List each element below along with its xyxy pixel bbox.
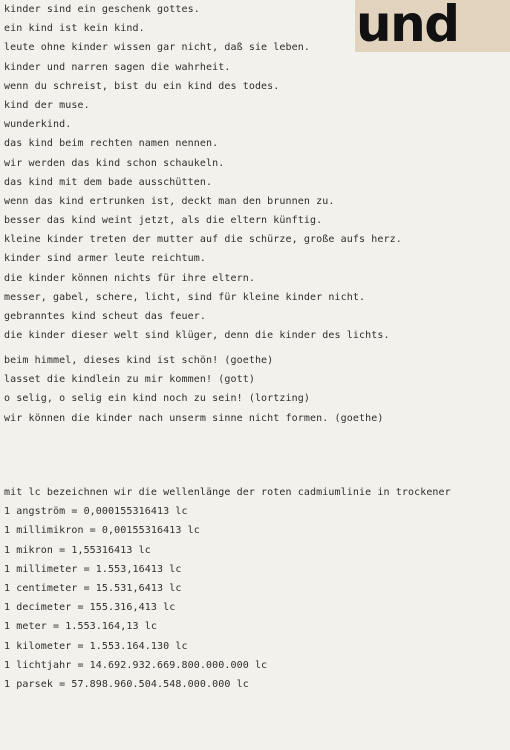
unit-line: 1 centimeter = 15.531,6413 lc [4,582,182,594]
saying-line: besser das kind weint jetzt, als die eltern künftig. [4,215,323,227]
unit-line: 1 parsek = 57.898.960.504.548.000.000 lc [4,678,249,690]
saying-line: wunderkind. [4,119,72,131]
saying-line: die kinder können nichts für ihre eltern. [4,272,255,284]
unit-line: 1 angström = 0,000155316413 lc [4,506,188,518]
unit-line: 1 meter = 1.553.164,13 lc [4,621,158,633]
unit-line: 1 millimeter = 1.553,16413 lc [4,563,182,575]
saying-line: das kind beim rechten namen nennen. [4,138,219,150]
unit-line: 1 lichtjahr = 14.692.932.669.800.000.000 lc [4,659,268,671]
quote-line: o selig, o selig ein kind noch zu sein! (lortzing) [4,393,311,405]
saying-line: das kind mit dem bade ausschütten. [4,176,213,188]
quote-line: lasset die kindlein zu mir kommen! (gott) [4,374,255,386]
page-title: und [356,0,459,53]
saying-line: kleine kinder treten der mutter auf die schürze, große aufs herz. [4,234,402,246]
saying-line: kinder und narren sagen die wahrheit. [4,61,231,73]
quote-line: beim himmel, dieses kind ist schön! (goethe) [4,355,274,366]
unit-line: mit lc bezeichnen wir die wellenlänge der roten cadmiumlinie in trockener [4,487,451,498]
sayings-block [4,0,402,345]
saying-line: kind der muse. [4,99,90,111]
unit-line: 1 millimikron = 0,00155316413 lc [4,525,200,537]
unit-line: 1 decimeter = 155.316,413 lc [4,602,176,614]
unit-line: 1 mikron = 1,55316413 lc [4,544,151,556]
saying-line: die kinder dieser welt sind klüger, denn die kinder des lichts. [4,330,390,342]
saying-line: wenn das kind ertrunken ist, deckt man den brunnen zu. [4,195,335,207]
saying-line: kinder sind ein geschenk gottes. [4,4,200,15]
saying-line: kinder sind armer leute reichtum. [4,253,206,265]
saying-line: ein kind ist kein kind. [4,23,145,35]
quote-line: wir können die kinder nach unserm sinne nicht formen. (goethe) [4,412,384,424]
saying-line: gebranntes kind scheut das feuer. [4,311,206,322]
saying-line: wenn du schreist, bist du ein kind des todes. [4,80,280,92]
units-block [4,483,451,694]
quotes-block [4,351,383,428]
saying-line: messer, gabel, schere, licht, sind für kleine kinder nicht. [4,291,366,303]
unit-line: 1 kilometer = 1.553.164.130 lc [4,640,188,652]
saying-line: wir werden das kind schon schaukeln. [4,157,225,169]
saying-line: leute ohne kinder wissen gar nicht, daß sie leben. [4,42,311,54]
